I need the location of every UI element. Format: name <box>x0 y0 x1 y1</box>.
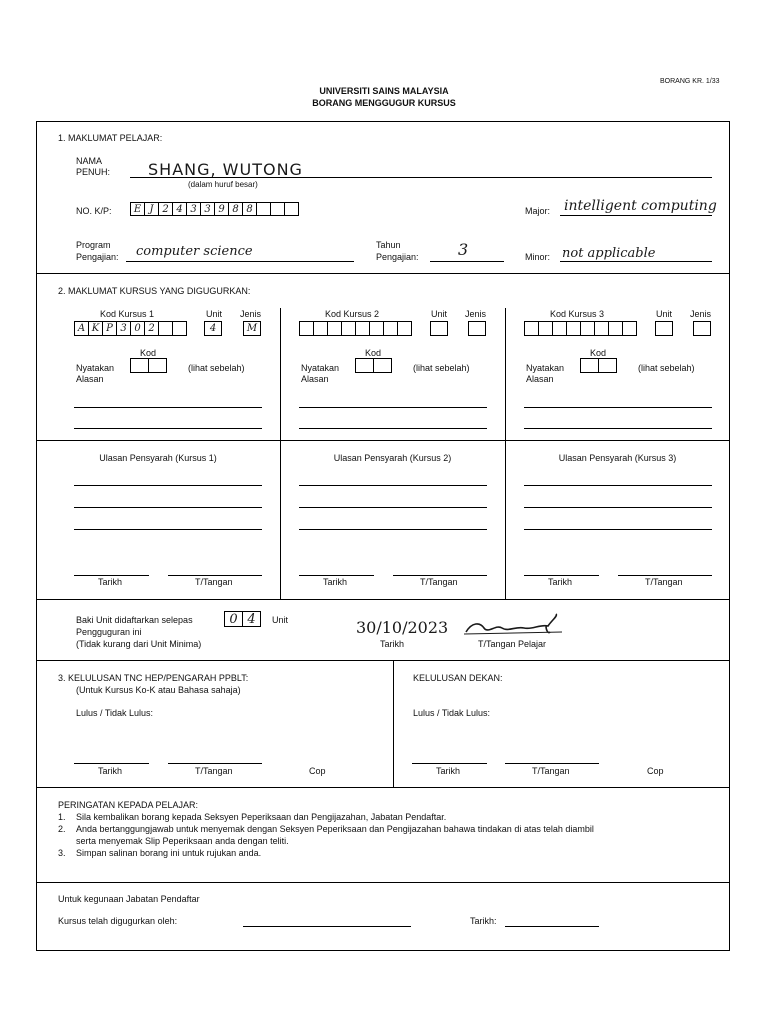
kp-box <box>256 202 271 216</box>
alasan-box[interactable] <box>373 358 392 373</box>
kp-box: E <box>130 202 145 216</box>
unit-box[interactable] <box>655 321 673 336</box>
kod-box <box>524 321 539 336</box>
minor-line <box>560 261 712 262</box>
baki-box: 4 <box>242 611 261 627</box>
kod-box <box>622 321 637 336</box>
kod-kursus-2-boxes[interactable] <box>299 321 412 336</box>
kelulusan-dekan-heading: KELULUSAN DEKAN: <box>413 673 503 683</box>
ttangan-label: T/Tangan <box>645 577 683 587</box>
kod-box <box>299 321 314 336</box>
kod-label: Kod <box>365 348 382 358</box>
ttangan-line[interactable] <box>168 575 262 576</box>
ttangan-line[interactable] <box>393 575 487 576</box>
divider <box>505 440 506 600</box>
baki-unit-boxes[interactable] <box>224 611 261 627</box>
tahun-label-2: Pengajian: <box>376 252 419 262</box>
kod-kursus-1-boxes[interactable] <box>74 321 187 336</box>
alasan-box[interactable] <box>355 358 374 373</box>
alasan-line[interactable] <box>74 407 262 408</box>
tarikh-line[interactable] <box>412 763 487 764</box>
peringatan-num: 1. <box>58 812 66 822</box>
kod-box: K <box>88 321 103 336</box>
alasan-line[interactable] <box>74 428 262 429</box>
university-name: UNIVERSITI SAINS MALAYSIA <box>319 86 449 96</box>
baki-label-2: Pengguguran ini <box>76 627 142 637</box>
tarikh-line[interactable] <box>524 575 599 576</box>
ttangan-line[interactable] <box>505 763 599 764</box>
section1-heading: 1. MAKLUMAT PELAJAR: <box>58 133 163 143</box>
ulasan-line[interactable] <box>74 485 262 486</box>
divider <box>505 308 506 441</box>
student-signature <box>462 612 566 638</box>
tarikh-label: Tarikh <box>98 577 123 587</box>
kp-box: 3 <box>186 202 201 216</box>
major-line <box>560 215 712 216</box>
form-code: BORANG KR. 1/33 <box>660 78 720 85</box>
tarikh-line[interactable] <box>74 763 149 764</box>
kod-label: Kod <box>590 348 607 358</box>
jenis-box[interactable] <box>468 321 486 336</box>
kod-box <box>369 321 384 336</box>
kod-box <box>341 321 356 336</box>
kod-box <box>566 321 581 336</box>
kod-box <box>172 321 187 336</box>
kod-box: 2 <box>144 321 159 336</box>
kegunaan-heading: Untuk kegunaan Jabatan Pendaftar <box>58 894 200 904</box>
divider <box>393 660 394 788</box>
kod-label: Kod <box>140 348 157 358</box>
unit-box[interactable] <box>430 321 448 336</box>
ulasan-title-1: Ulasan Pensyarah (Kursus 1) <box>99 453 217 463</box>
nama-line <box>130 177 712 178</box>
section-ulasan-pensyarah <box>36 440 730 600</box>
lulus-label: Lulus / Tidak Lulus: <box>76 708 154 718</box>
alasan-box[interactable] <box>580 358 599 373</box>
section3-heading: 3. KELULUSAN TNC HEP/PENGARAH PPBLT: <box>58 673 249 683</box>
baki-date-value[interactable]: 30/10/2023 <box>356 618 449 637</box>
kp-box <box>270 202 285 216</box>
kp-boxes[interactable] <box>130 202 299 216</box>
nama-value[interactable]: SHANG, WUTONG <box>148 160 303 179</box>
kod-box <box>355 321 370 336</box>
unit-label: Unit <box>272 615 289 625</box>
minor-label: Minor: <box>525 252 551 262</box>
kod-box <box>313 321 328 336</box>
divider <box>280 440 281 600</box>
kod-box <box>594 321 609 336</box>
kod-box: 0 <box>130 321 145 336</box>
nyatakan-label: Nyatakan <box>76 363 115 373</box>
alasan-box[interactable] <box>130 358 149 373</box>
cop-label: Cop <box>647 766 664 776</box>
tarikh-label: Tarikh: <box>470 916 497 926</box>
peringatan-num: 2. <box>58 824 66 834</box>
kp-box <box>284 202 299 216</box>
nyatakan-label: Nyatakan <box>526 363 565 373</box>
kod-box <box>397 321 412 336</box>
program-line <box>126 261 354 262</box>
ulasan-line[interactable] <box>299 529 487 530</box>
kod-box: P <box>102 321 117 336</box>
kod-box <box>158 321 173 336</box>
unit-label: Unit <box>431 309 448 319</box>
alasan-line[interactable] <box>524 428 712 429</box>
form-title: BORANG MENGGUGUR KURSUS <box>312 98 456 108</box>
penuh-label: PENUH: <box>76 167 111 177</box>
tahun-value[interactable]: 3 <box>458 240 469 259</box>
lihat-sebelah: (lihat sebelah) <box>188 363 245 373</box>
ttangan-pelajar-label: T/Tangan Pelajar <box>478 639 547 649</box>
jenis-box[interactable]: M <box>243 321 261 336</box>
jenis-label: Jenis <box>690 309 712 319</box>
alasan-label: Alasan <box>301 374 329 384</box>
lulus-label: Lulus / Tidak Lulus: <box>413 708 491 718</box>
minor-value[interactable]: not applicable <box>562 246 656 261</box>
unit-label: Unit <box>656 309 673 319</box>
alasan-line[interactable] <box>524 407 712 408</box>
peringatan-num: 3. <box>58 848 66 858</box>
tarikh-label: Tarikh <box>380 639 405 649</box>
kod-kursus-3-label: Kod Kursus 3 <box>550 309 605 319</box>
kod-kursus-2-label: Kod Kursus 2 <box>325 309 380 319</box>
digugur-oleh-line[interactable] <box>243 926 411 927</box>
unit-label: Unit <box>206 309 223 319</box>
kp-box: 4 <box>172 202 187 216</box>
kod-box <box>608 321 623 336</box>
kod-box <box>552 321 567 336</box>
alasan-line[interactable] <box>299 407 487 408</box>
nama-label: NAMA <box>76 156 103 166</box>
tarikh-label: Tarikh <box>323 577 348 587</box>
tarikh-label: Tarikh <box>98 766 123 776</box>
lihat-sebelah: (lihat sebelah) <box>413 363 470 373</box>
kod-box <box>538 321 553 336</box>
ttangan-label: T/Tangan <box>195 577 233 587</box>
digugur-oleh-label: Kursus telah digugurkan oleh: <box>58 916 178 926</box>
ulasan-line[interactable] <box>524 529 712 530</box>
divider <box>280 308 281 441</box>
baki-label-1: Baki Unit didaftarkan selepas <box>76 615 193 625</box>
section3-sub: (Untuk Kursus Ko-K atau Bahasa sahaja) <box>76 685 241 695</box>
program-label: Program <box>76 240 111 250</box>
kod-box <box>580 321 595 336</box>
kp-label: NO. K/P: <box>76 206 112 216</box>
nama-hint: (dalam huruf besar) <box>188 180 258 189</box>
ulasan-line[interactable] <box>299 485 487 486</box>
tahun-line <box>430 261 504 262</box>
kod-kursus-1-label: Kod Kursus 1 <box>100 309 155 319</box>
program-label-2: Pengajian: <box>76 252 119 262</box>
ttangan-line[interactable] <box>168 763 262 764</box>
peringatan-heading: PERINGATAN KEPADA PELAJAR: <box>58 800 199 810</box>
cop-label: Cop <box>309 766 326 776</box>
tarikh-line[interactable] <box>299 575 374 576</box>
baki-label-3: (Tidak kurang dari Unit Minima) <box>76 639 202 649</box>
program-value[interactable]: computer science <box>136 244 253 259</box>
ulasan-line[interactable] <box>524 507 712 508</box>
ulasan-title-2: Ulasan Pensyarah (Kursus 2) <box>333 453 452 463</box>
jenis-box[interactable] <box>693 321 711 336</box>
unit-box[interactable]: 4 <box>204 321 222 336</box>
ttangan-label: T/Tangan <box>420 577 458 587</box>
alasan-label: Alasan <box>526 374 554 384</box>
ulasan-line[interactable] <box>74 529 262 530</box>
ulasan-title-3: Ulasan Pensyarah (Kursus 3) <box>558 453 677 463</box>
kod-kursus-3-boxes[interactable] <box>524 321 637 336</box>
kod-box <box>383 321 398 336</box>
tarikh-line[interactable] <box>74 575 149 576</box>
ulasan-line[interactable] <box>524 485 712 486</box>
ulasan-line[interactable] <box>299 507 487 508</box>
tahun-label: Tahun <box>376 240 401 250</box>
ttangan-line[interactable] <box>618 575 712 576</box>
kp-box: 8 <box>228 202 243 216</box>
kp-box: 8 <box>242 202 257 216</box>
peringatan-item: Simpan salinan borang ini untuk rujukan anda. <box>76 848 262 858</box>
alasan-label: Alasan <box>76 374 104 384</box>
alasan-line[interactable] <box>299 428 487 429</box>
lihat-sebelah: (lihat sebelah) <box>638 363 695 373</box>
kod-box <box>327 321 342 336</box>
ttangan-label: T/Tangan <box>532 766 570 776</box>
kp-box: 3 <box>200 202 215 216</box>
baki-box: 0 <box>224 611 243 627</box>
ulasan-line[interactable] <box>74 507 262 508</box>
jenis-label: Jenis <box>465 309 487 319</box>
kp-box: 9 <box>214 202 229 216</box>
kod-box: 3 <box>116 321 131 336</box>
kod-box: A <box>74 321 89 336</box>
peringatan-item: serta menyemak Slip Peperiksaan anda dengan teliti. <box>76 836 289 846</box>
kp-box: 2 <box>158 202 173 216</box>
tarikh-label: Tarikh <box>436 766 461 776</box>
kp-box: J <box>144 202 159 216</box>
jenis-label: Jenis <box>240 309 262 319</box>
tarikh-label: Tarikh <box>548 577 573 587</box>
section2-heading: 2. MAKLUMAT KURSUS YANG DIGUGURKAN: <box>58 286 251 296</box>
major-label: Major: <box>525 206 551 216</box>
peringatan-item: Anda bertanggungjawab untuk menyemak dengan Seksyen Peperiksaan dan Pengijazahan bahawa tindakan di atas telah diambil <box>76 824 594 834</box>
ttangan-label: T/Tangan <box>195 766 233 776</box>
peringatan-item: Sila kembalikan borang kepada Seksyen Peperiksaan dan Pengijazahan, Jabatan Pendaftar. <box>76 812 447 822</box>
major-value[interactable]: intelligent computing <box>564 198 717 214</box>
alasan-box[interactable] <box>598 358 617 373</box>
tarikh-line[interactable] <box>505 926 599 927</box>
alasan-box[interactable] <box>148 358 167 373</box>
nyatakan-label: Nyatakan <box>301 363 340 373</box>
